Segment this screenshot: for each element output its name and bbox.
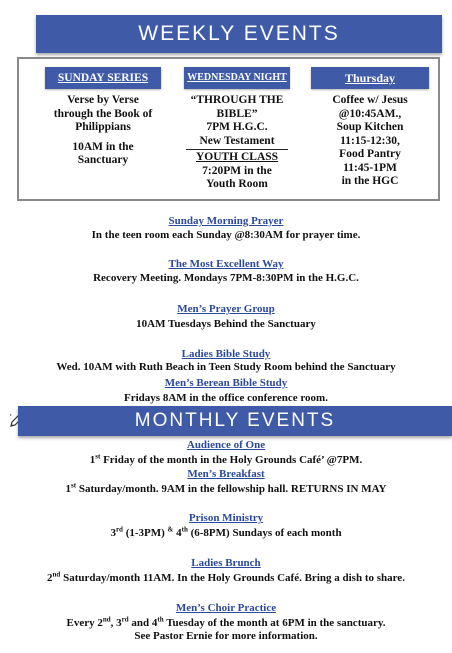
wednesday-divider [186,149,288,150]
sunday-series-header: SUNDAY SERIES [45,67,161,89]
weekly-series-box [17,57,440,201]
wednesday-night-column [184,67,290,192]
event-title-mens-prayer-group: Men’s Prayer Group [177,303,275,315]
wednesday-line: BIBLE” [216,107,258,120]
event-desc-ladies-brunch: 2nd Saturday/month 11AM. In the Holy Grounds Café. Bring a dish to share. [47,570,405,584]
thursday-line: Coffee w/ Jesus [332,94,408,106]
wednesday-night-header: WEDNESDAY NIGHT [184,67,290,89]
event-title-most-excellent-way: The Most Excellent Way [168,258,284,270]
thursday-line: 11:15-12:30, [340,134,400,147]
youth-class-line: 7:20PM in the [202,164,272,177]
event-desc-most-excellent-way: Recovery Meeting. Mondays 7PM-8:30PM in the H.G.C. [93,272,359,284]
event-title-audience-of-one: Audience of One [186,439,266,451]
thursday-line: 11:45-1PM [343,161,397,174]
thursday-line: Soup Kitchen [336,121,404,133]
event-desc-mens-choir-practice-line2: See Pastor Ernie for more information. [134,630,318,642]
sunday-line: through the Book of [53,107,153,120]
event-title-ladies-brunch: Ladies Brunch [191,557,261,569]
event-desc-prison-ministry: 3rd (1-3PM) & 4th (6-8PM) Sundays of each month [110,525,342,539]
sunday-line: Philippians [75,121,131,133]
event-desc-mens-prayer-group: 10AM Tuesdays Behind the Sanctuary [136,318,316,330]
thursday-column [311,67,429,189]
event-title-mens-berean-bible-study: Men’s Berean Bible Study [164,377,288,389]
event-title-ladies-bible-study: Ladies Bible Study [181,348,271,360]
thursday-line: Food Pantry [339,148,401,160]
event-title-prison-ministry: Prison Ministry [188,512,264,524]
wednesday-line: 7PM H.G.C. [206,121,268,133]
event-title-mens-choir-practice: Men’s Choir Practice [175,602,277,614]
sunday-series-column [45,67,161,168]
sunday-line: Verse by Verse [67,94,139,106]
thursday-line: in the HGC [341,175,399,187]
sunday-time-line: 10AM in the [72,140,134,153]
youth-class-header: YOUTH CLASS [195,151,279,163]
event-title-sunday-morning-prayer: Sunday Morning Prayer [168,215,284,227]
thursday-line: @10:45AM., [338,107,402,120]
youth-class-line: Youth Room [206,178,268,190]
event-desc-ladies-bible-study: Wed. 10AM with Ruth Beach in Teen Study Room behind the Sanctuary [56,361,396,373]
event-desc-sunday-morning-prayer: In the teen room each Sunday @8:30AM for prayer time. [91,229,361,241]
thursday-header: Thursday [311,67,429,89]
sunday-time-line: Sanctuary [77,154,129,166]
event-desc-mens-choir-practice: Every 2nd, 3rd and 4th Tuesday of the month at 6PM in the sanctuary. [66,615,386,629]
weekly-events-banner: WEEKLY EVENTS [36,15,442,53]
monthly-events-banner: MONTHLY EVENTS [18,406,452,436]
wednesday-line: New Testament [199,134,275,147]
event-desc-audience-of-one: 1st Friday of the month in the Holy Grounds Café’ @7PM. [89,452,363,466]
event-desc-mens-berean-bible-study: Fridays 8AM in the office conference room. [124,392,328,404]
event-title-mens-breakfast: Men’s Breakfast [187,468,265,480]
event-desc-mens-breakfast: 1st Saturday/month. 9AM in the fellowship hall. RETURNS IN MAY [65,481,387,495]
wednesday-line: “THROUGH THE [190,94,284,106]
